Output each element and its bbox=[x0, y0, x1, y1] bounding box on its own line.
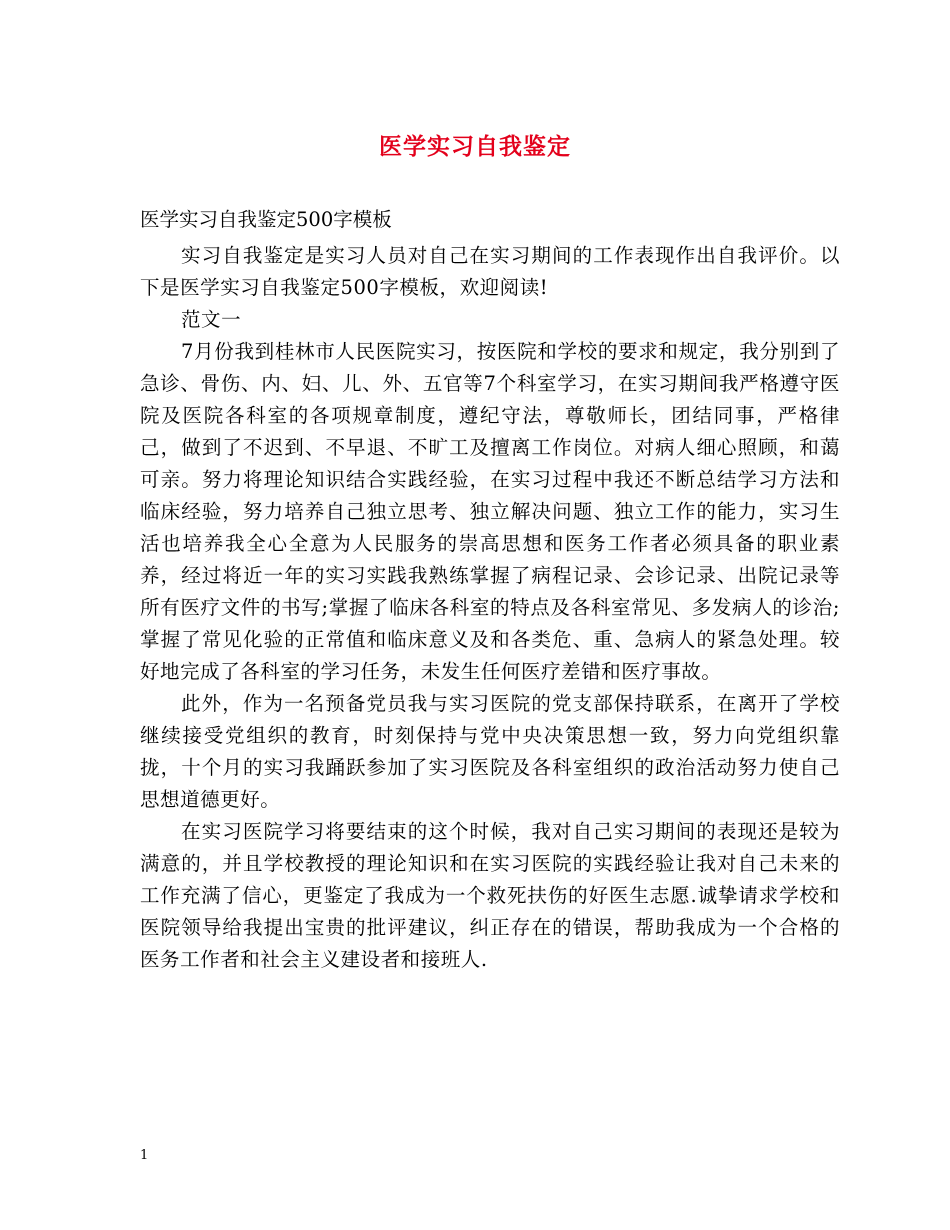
paragraph-internship: 7月份我到桂林市人民医院实习，按医院和学校的要求和规定，我分别到了急诊、骨伤、内、妇、儿、外、五官等7个科室学习，在实习期间我严格遵守医院及医院各科室的各项规章制度，遵纪守法，尊敬师长，团结同事，严格律己，做到了不迟到、不早退、不旷工及擅离工作岗位。对病人细心照顾，和蔼可亲。努力将理论知识结合实践经验，在实习过程中我还不断总结学习方法和临床经验，努力培养自己独立思考、独立解决问题、独立工作的能力，实习生活也培养我全心全意为人民服务的崇高思想和医务工作者必须具备的职业素养，经过将近一年的实习实践我熟练掌握了病程记录、会诊记录、出院记录等所有医疗文件的书写;掌握了临床各科室的特点及各科室常见、多发病人的诊治;掌握了常见化验的正常值和临床意义及和各类危、重、急病人的紧急处理。较好地完成了各科室的学习任务，未发生任何医疗差错和医疗事故。 bbox=[140, 340, 840, 683]
document-body bbox=[140, 240, 840, 976]
page-number: 1 bbox=[140, 1148, 149, 1163]
paragraph-conclusion: 在实习医院学习将要结束的这个时候，我对自己实习期间的表现还是较为满意的，并且学校教授的理论知识和在实习医院的实践经验让我对自己未来的工作充满了信心，更鉴定了我成为一个救死扶伤的好医生志愿.诚挚请求学校和医院领导给我提出宝贵的批评建议，纠正存在的错误，帮助我成为一个合格的医务工作者和社会主义建设者和接班人. bbox=[140, 820, 840, 971]
document-subtitle: 医学实习自我鉴定500字模板 bbox=[140, 208, 392, 231]
paragraph-sample-heading: 范文一 bbox=[181, 308, 242, 331]
page-title: 医学实习自我鉴定 bbox=[379, 133, 571, 160]
paragraph-party: 此外，作为一名预备党员我与实习医院的党支部保持联系，在离开了学校继续接受党组织的教育，时刻保持与党中央决策思想一致，努力向党组织靠拢，十个月的实习我踊跃参加了实习医院及各科室组织的政治活动努力使自己思想道德更好。 bbox=[140, 692, 840, 811]
paragraph-intro: 实习自我鉴定是实习人员对自己在实习期间的工作表现作出自我评价。以下是医学实习自我鉴定500字模板，欢迎阅读! bbox=[140, 244, 840, 299]
